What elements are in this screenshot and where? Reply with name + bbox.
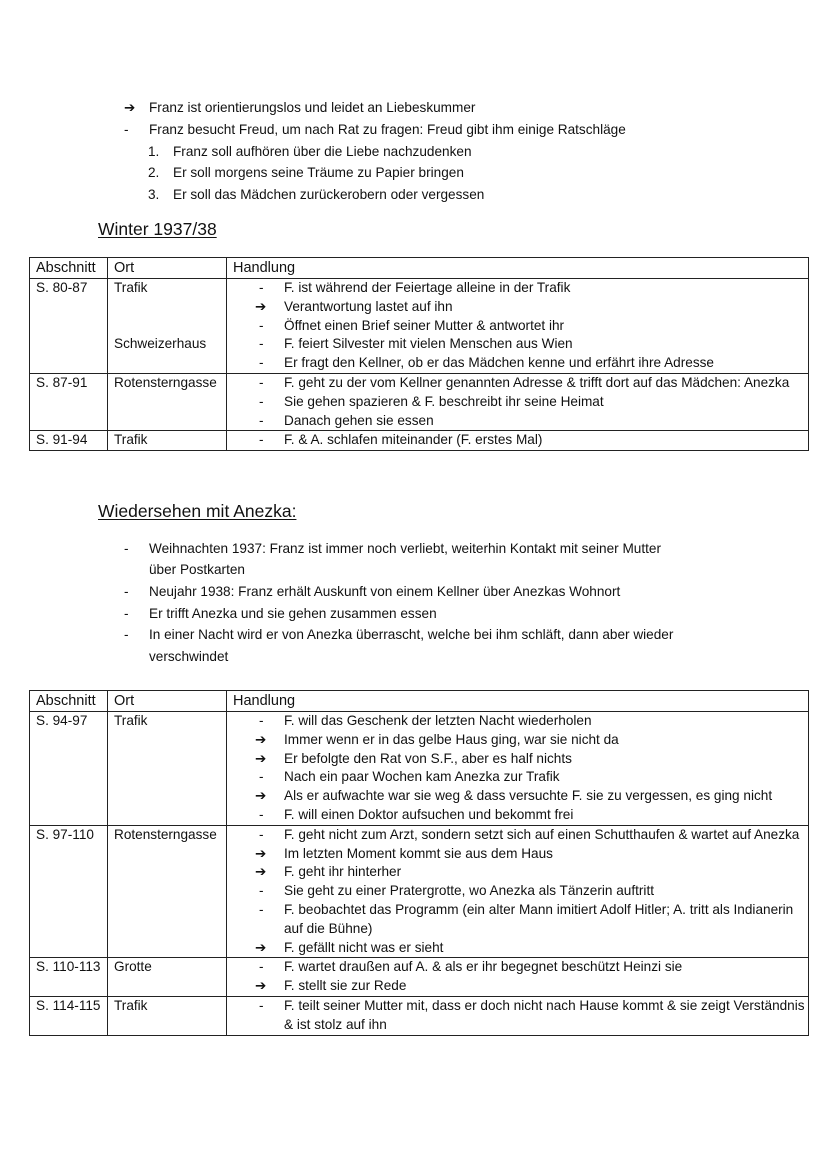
numbered-item-text: Er soll morgens seine Träume zu Papier bringen <box>173 165 464 180</box>
handlung-text: Verantwortung lastet auf ihn <box>284 298 453 314</box>
ort-label: Trafik <box>114 997 148 1013</box>
handlung-text: F. will einen Doktor aufsuchen und bekommt frei <box>284 806 574 822</box>
numbered-item-text: Franz soll aufhören über die Liebe nachzudenken <box>173 144 472 159</box>
dash-bullet-icon: - <box>259 901 264 917</box>
arrow-icon: ➔ <box>255 731 267 747</box>
table-row <box>30 825 809 958</box>
handlung-item <box>233 354 808 373</box>
cell-ort <box>108 279 227 374</box>
header-handlung: Handlung <box>227 691 809 712</box>
header-abschnitt: Abschnitt <box>30 691 108 712</box>
cell-handlung <box>227 958 809 997</box>
handlung-text: F. stellt sie zur Rede <box>284 978 407 994</box>
handlung-item <box>233 997 808 1035</box>
table-row <box>30 431 809 451</box>
arrow-icon: ➔ <box>255 939 267 955</box>
dash-bullet-icon: - <box>124 584 129 599</box>
table-header-row <box>30 691 809 712</box>
arrow-icon: ➔ <box>255 864 267 880</box>
cell-ort <box>108 373 227 430</box>
cell-handlung <box>227 373 809 430</box>
table-row <box>30 712 809 826</box>
arrow-icon: ➔ <box>255 978 267 994</box>
handlung-item <box>233 882 808 901</box>
cell-abschnitt: S. 97-110 <box>30 825 108 958</box>
handlung-text: F. geht nicht zum Arzt, sondern setzt sich auf einen Schutthaufen & wartet auf Anezka <box>284 826 800 842</box>
cell-handlung <box>227 431 809 451</box>
number-marker: 1. <box>148 144 160 159</box>
cell-handlung <box>227 279 809 374</box>
dash-bullet-icon: - <box>259 412 264 428</box>
number-marker: 2. <box>148 165 160 180</box>
handlung-text: F. geht zu der vom Kellner genannten Adresse & trifft dort auf das Mädchen: Anezka <box>284 374 790 390</box>
dash-bullet-icon: - <box>259 374 264 390</box>
handlung-text: Sie geht zu einer Pratergrotte, wo Anezka als Tänzerin auftritt <box>284 883 654 899</box>
header-ort: Ort <box>108 691 227 712</box>
cell-handlung <box>227 712 809 826</box>
handlung-item <box>233 826 808 845</box>
handlung-text: Sie gehen spazieren & F. beschreibt ihr seine Heimat <box>284 393 604 409</box>
table-row <box>30 279 809 374</box>
handlung-text: Öffnet einen Brief seiner Mutter & antwortet ihr <box>284 317 565 333</box>
dash-bullet-icon: - <box>259 432 264 448</box>
dash-bullet-icon: - <box>259 713 264 728</box>
cell-ort <box>108 996 227 1035</box>
dash-bullet-icon: - <box>259 317 264 333</box>
intro-item-text: Franz besucht Freud, um nach Rat zu fragen: Freud gibt ihm einige Ratschläge <box>149 122 626 137</box>
table-winter <box>29 257 809 451</box>
handlung-text: Als er aufwachte war sie weg & dass versuchte F. sie zu vergessen, es ging nicht <box>284 788 773 804</box>
bullet-continuation: über Postkarten <box>149 562 245 577</box>
arrow-icon: ➔ <box>255 298 267 314</box>
handlung-item <box>233 279 808 298</box>
handlung-text: Danach gehen sie essen <box>284 412 434 428</box>
handlung-item <box>233 412 808 431</box>
number-marker: 3. <box>148 187 160 202</box>
cell-abschnitt: S. 114-115 <box>30 996 108 1035</box>
arrow-icon: ➔ <box>255 750 267 766</box>
cell-ort <box>108 825 227 958</box>
cell-abschnitt: S. 94-97 <box>30 712 108 826</box>
dash-bullet-icon: - <box>259 883 264 899</box>
dash-bullet-icon: - <box>259 769 264 785</box>
handlung-item <box>233 939 808 958</box>
cell-ort <box>108 958 227 997</box>
handlung-item <box>233 731 808 750</box>
handlung-item <box>233 806 808 825</box>
handlung-text: F. will das Geschenk der letzten Nacht wiederholen <box>284 713 592 728</box>
handlung-item <box>233 317 808 336</box>
bullet-text: Weihnachten 1937: Franz ist immer noch verliebt, weiterhin Kontakt mit seiner Mutter <box>149 541 662 556</box>
bullet-continuation: verschwindet <box>149 649 229 664</box>
handlung-item <box>233 845 808 864</box>
header-handlung: Handlung <box>227 258 809 279</box>
handlung-item <box>233 750 808 769</box>
ort-label: Trafik <box>114 280 148 295</box>
bullet-text: In einer Nacht wird er von Anezka überrascht, welche bei ihm schläft, dann aber wieder <box>149 627 674 642</box>
bullet-text: Er trifft Anezka und sie gehen zusammen essen <box>149 606 437 621</box>
handlung-item <box>233 712 808 731</box>
handlung-text: F. geht ihr hinterher <box>284 864 402 880</box>
section-heading-winter: Winter 1937/38 <box>98 219 217 239</box>
table-wiedersehen <box>29 690 809 1036</box>
handlung-item <box>233 787 808 806</box>
handlung-item <box>233 298 808 317</box>
arrow-icon: ➔ <box>124 100 136 115</box>
dash-bullet-icon: - <box>259 393 264 409</box>
ort-label: Rotensterngasse <box>114 826 217 842</box>
ort-label: Schweizerhaus <box>114 336 207 352</box>
cell-abschnitt: S. 91-94 <box>30 431 108 451</box>
header-ort: Ort <box>108 258 227 279</box>
dash-bullet-icon: - <box>259 336 264 352</box>
header-abschnitt: Abschnitt <box>30 258 108 279</box>
cell-ort <box>108 712 227 826</box>
handlung-text: F. beobachtet das Programm (ein alter Mann imitiert Adolf Hitler; A. tritt als Indianerin auf die Bühne) <box>284 901 794 936</box>
handlung-text: Er fragt den Kellner, ob er das Mädchen kenne und erfährt ihre Adresse <box>284 355 714 371</box>
dash-bullet-icon: - <box>259 280 264 295</box>
handlung-item <box>233 374 808 393</box>
cell-abschnitt: S. 80-87 <box>30 279 108 374</box>
handlung-item <box>233 335 808 354</box>
ort-label: Trafik <box>114 713 148 728</box>
dash-bullet-icon: - <box>259 806 264 822</box>
cell-ort <box>108 431 227 451</box>
ort-label: Rotensterngasse <box>114 374 217 390</box>
cell-handlung <box>227 996 809 1035</box>
handlung-text: Immer wenn er in das gelbe Haus ging, war sie nicht da <box>284 731 619 747</box>
handlung-text: F. feiert Silvester mit vielen Menschen aus Wien <box>284 336 573 352</box>
dash-bullet-icon: - <box>124 627 129 642</box>
cell-abschnitt: S. 110-113 <box>30 958 108 997</box>
dash-bullet-icon: - <box>124 541 129 556</box>
arrow-icon: ➔ <box>255 845 267 861</box>
ort-label: Trafik <box>114 432 148 448</box>
dash-bullet-icon: - <box>124 606 129 621</box>
handlung-item <box>233 393 808 412</box>
handlung-text: Er befolgte den Rat von S.F., aber es half nichts <box>284 750 572 766</box>
handlung-text: F. & A. schlafen miteinander (F. erstes Mal) <box>284 432 543 448</box>
handlung-item <box>233 901 808 939</box>
numbered-item-text: Er soll das Mädchen zurückerobern oder vergessen <box>173 187 485 202</box>
section-heading-wiedersehen: Wiedersehen mit Anezka: <box>98 501 297 521</box>
dash-bullet-icon: - <box>259 959 264 975</box>
handlung-item <box>233 768 808 787</box>
handlung-text: F. teilt seiner Mutter mit, dass er doch nicht nach Hause kommt & sie zeigt Verständnis & ist stolz auf ihn <box>284 997 805 1032</box>
arrow-icon: ➔ <box>255 788 267 804</box>
table-row <box>30 373 809 430</box>
table-row <box>30 958 809 997</box>
handlung-item <box>233 863 808 882</box>
handlung-item <box>233 958 808 977</box>
intro-item-text: Franz ist orientierungslos und leidet an Liebeskummer <box>149 100 476 115</box>
handlung-item <box>233 977 808 996</box>
table-header-row <box>30 258 809 279</box>
handlung-text: Nach ein paar Wochen kam Anezka zur Trafik <box>284 769 560 785</box>
dash-bullet-icon: - <box>259 997 264 1013</box>
bullet-text: Neujahr 1938: Franz erhält Auskunft von einem Kellner über Anezkas Wohnort <box>149 584 621 599</box>
handlung-text: Im letzten Moment kommt sie aus dem Haus <box>284 845 553 861</box>
dash-bullet-icon: - <box>259 355 264 371</box>
cell-abschnitt: S. 87-91 <box>30 373 108 430</box>
dash-bullet-icon: - <box>124 122 129 137</box>
table-row <box>30 996 809 1035</box>
ort-label: Grotte <box>114 959 152 975</box>
handlung-text: F. gefällt nicht was er sieht <box>284 939 444 955</box>
handlung-text: F. ist während der Feiertage alleine in der Trafik <box>284 280 571 295</box>
dash-bullet-icon: - <box>259 826 264 842</box>
cell-handlung <box>227 825 809 958</box>
handlung-text: F. wartet draußen auf A. & als er ihr begegnet beschützt Heinzi sie <box>284 959 683 975</box>
handlung-item <box>233 431 808 450</box>
